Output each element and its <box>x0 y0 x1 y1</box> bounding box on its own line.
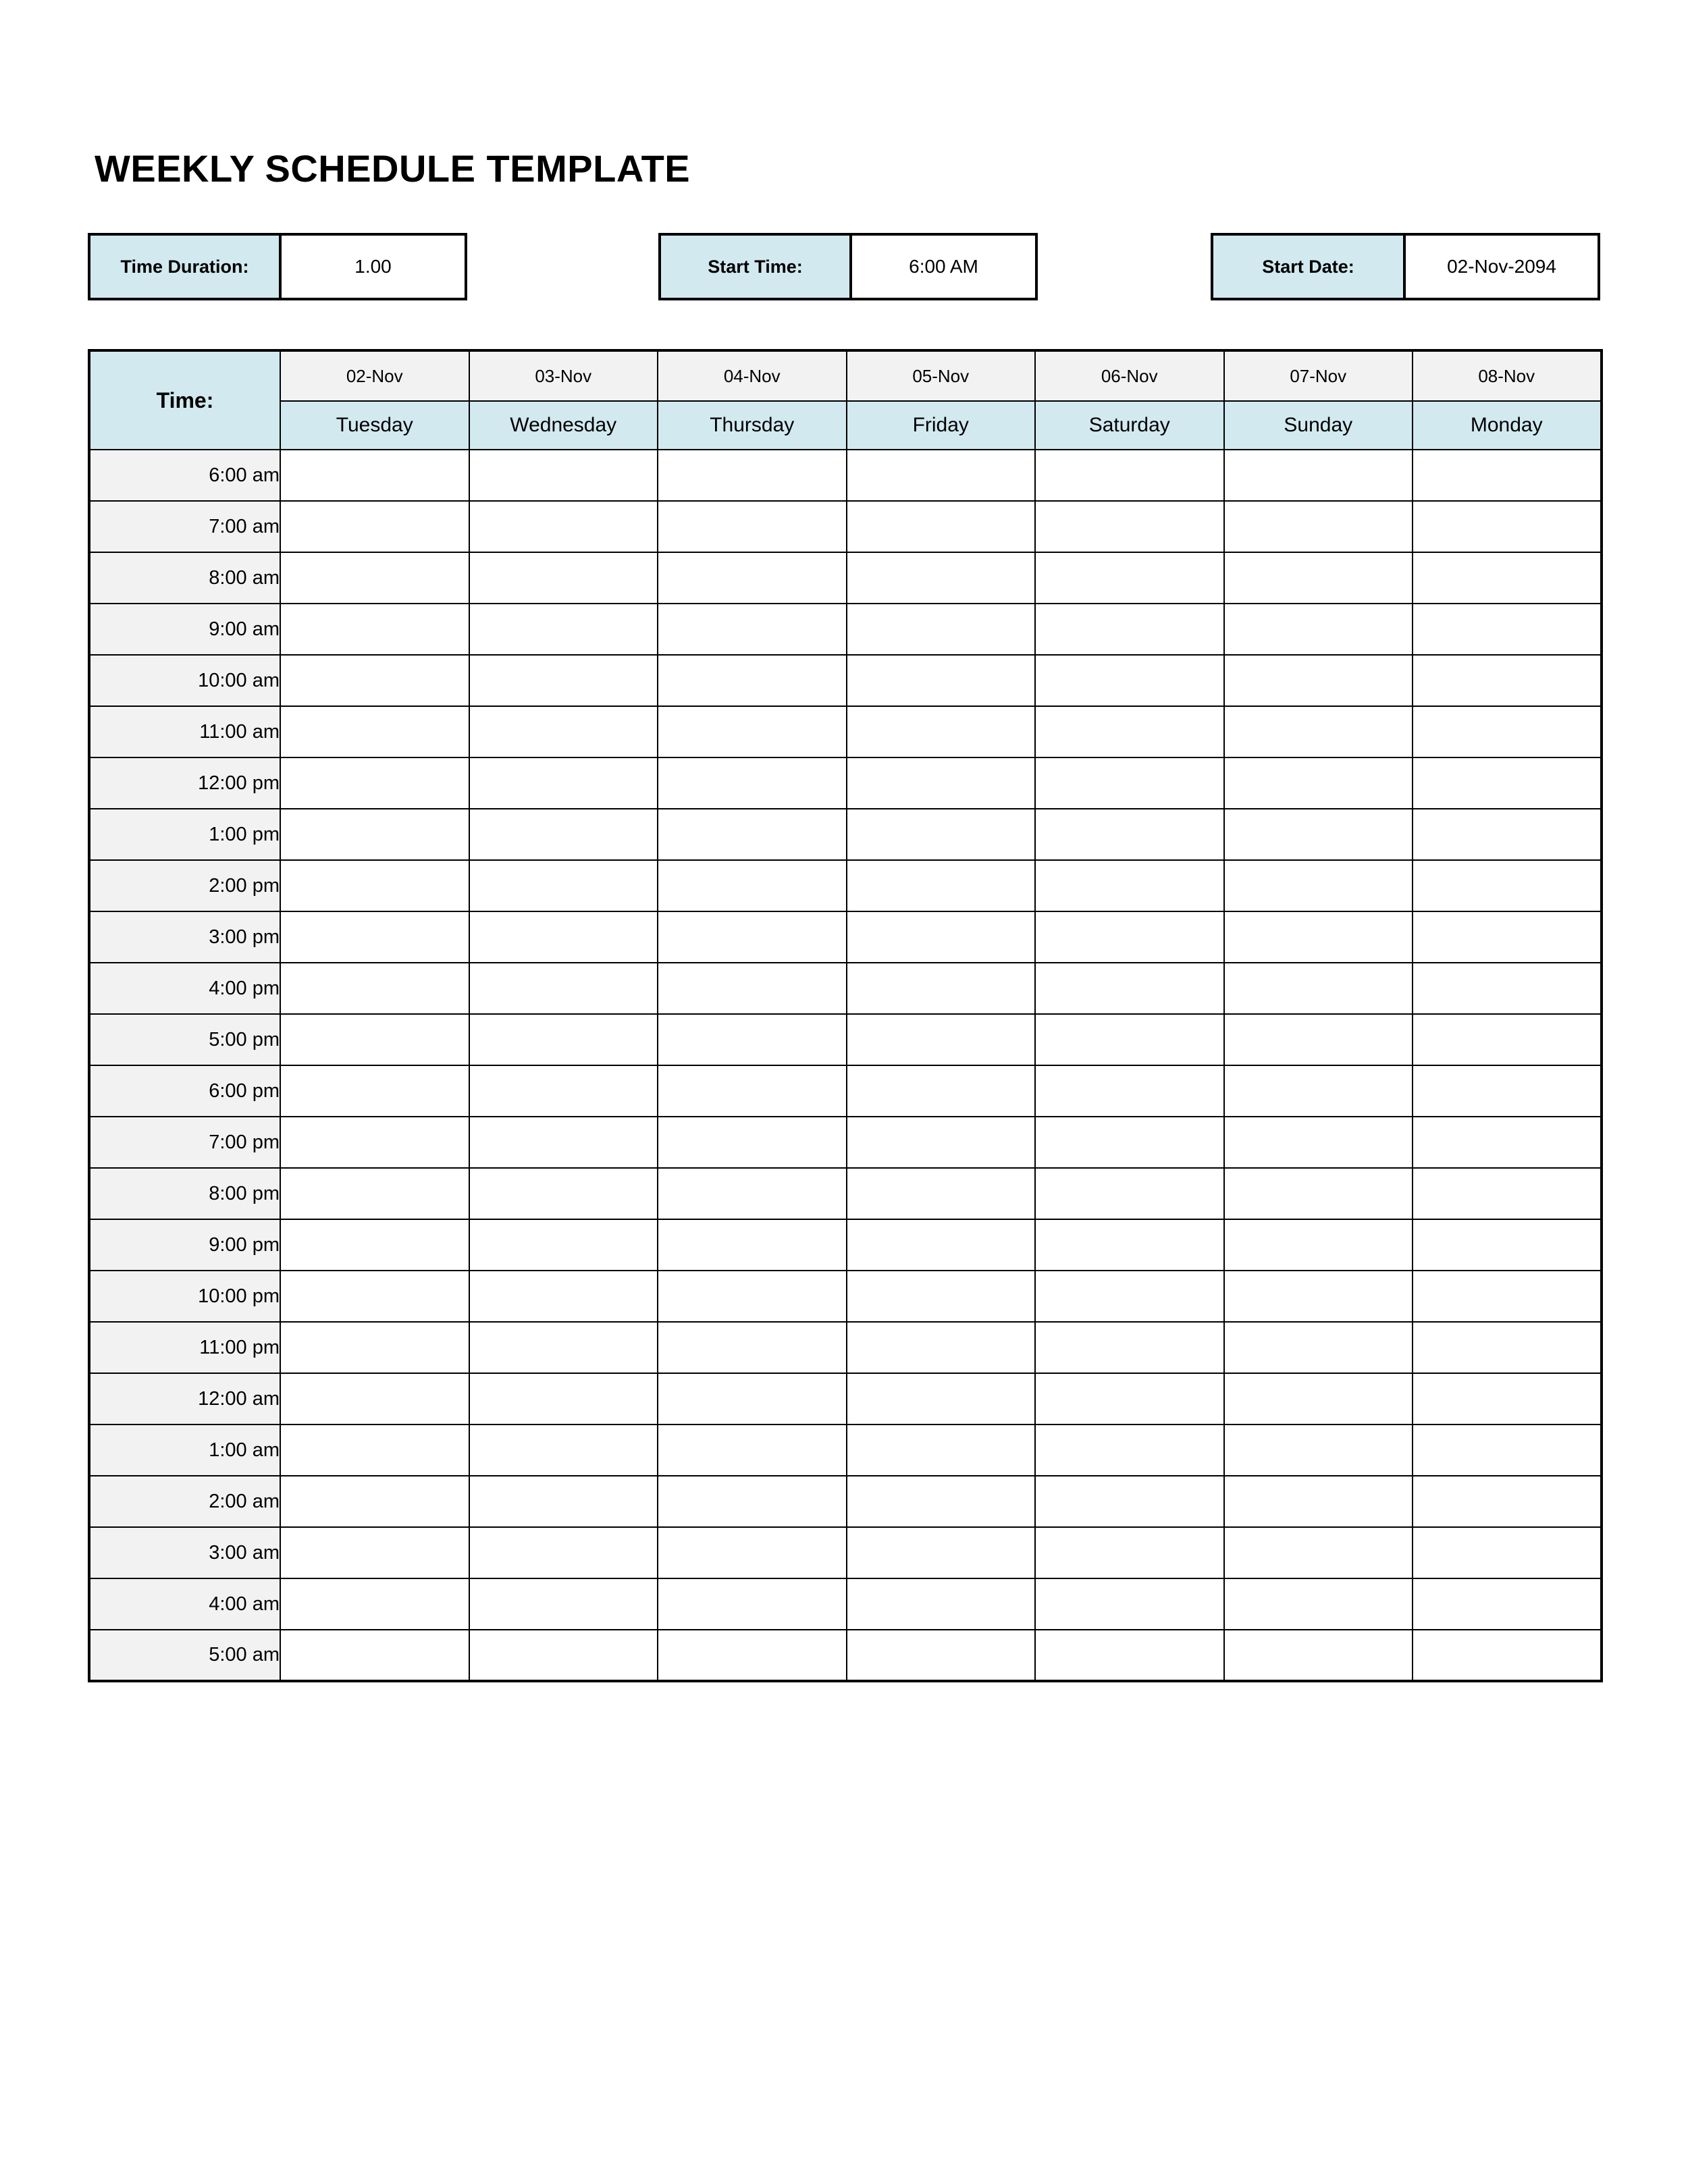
schedule-slot[interactable] <box>1224 1476 1413 1527</box>
schedule-slot[interactable] <box>469 1578 658 1630</box>
schedule-slot[interactable] <box>469 552 658 604</box>
schedule-slot[interactable] <box>658 501 847 552</box>
schedule-slot[interactable] <box>1224 963 1413 1014</box>
schedule-slot[interactable] <box>1224 604 1413 655</box>
time-label-4: 9:00 am <box>89 604 280 655</box>
schedule-table-head <box>89 350 1602 450</box>
time-label-1: 6:00 am <box>89 450 280 501</box>
schedule-slot[interactable] <box>1224 1424 1413 1476</box>
time-label-16: 9:00 pm <box>89 1219 280 1271</box>
schedule-slot[interactable] <box>658 911 847 963</box>
time-label-9: 2:00 pm <box>89 860 280 911</box>
schedule-slot[interactable] <box>1035 911 1224 963</box>
schedule-slot[interactable] <box>280 1527 469 1578</box>
table-row <box>89 1168 1602 1219</box>
table-row <box>89 604 1602 655</box>
time-label-24: 5:00 am <box>89 1630 280 1681</box>
time-duration-field <box>88 233 467 300</box>
schedule-slot[interactable] <box>1413 450 1602 501</box>
schedule-slot[interactable] <box>847 706 1036 757</box>
schedule-slot[interactable] <box>280 1476 469 1527</box>
schedule-slot[interactable] <box>1224 1322 1413 1373</box>
schedule-slot[interactable] <box>469 1065 658 1117</box>
date-header-3: 04-Nov <box>658 350 847 401</box>
time-label-6: 11:00 am <box>89 706 280 757</box>
schedule-slot[interactable] <box>658 1117 847 1168</box>
schedule-slot[interactable] <box>1413 1578 1602 1630</box>
schedule-slot[interactable] <box>658 706 847 757</box>
schedule-slot[interactable] <box>1413 552 1602 604</box>
table-row <box>89 1373 1602 1424</box>
table-row <box>89 1527 1602 1578</box>
table-row <box>89 1322 1602 1373</box>
schedule-slot[interactable] <box>1413 1373 1602 1424</box>
schedule-slot[interactable] <box>280 552 469 604</box>
date-header-2: 03-Nov <box>469 350 658 401</box>
schedule-slot[interactable] <box>658 604 847 655</box>
schedule-slot[interactable] <box>1035 1168 1224 1219</box>
time-label-12: 5:00 pm <box>89 1014 280 1065</box>
schedule-slot[interactable] <box>847 860 1036 911</box>
schedule-slot[interactable] <box>847 1065 1036 1117</box>
date-header-4: 05-Nov <box>847 350 1036 401</box>
schedule-slot[interactable] <box>1224 1065 1413 1117</box>
schedule-slot[interactable] <box>1035 1630 1224 1681</box>
schedule-slot[interactable] <box>469 1373 658 1424</box>
schedule-slot[interactable] <box>658 552 847 604</box>
schedule-slot[interactable] <box>658 1014 847 1065</box>
schedule-slot[interactable] <box>847 1373 1036 1424</box>
schedule-slot[interactable] <box>280 1578 469 1630</box>
schedule-slot[interactable] <box>469 1424 658 1476</box>
schedule-slot[interactable] <box>847 757 1036 809</box>
schedule-slot[interactable] <box>1035 1219 1224 1271</box>
schedule-slot[interactable] <box>1413 963 1602 1014</box>
table-row <box>89 450 1602 501</box>
day-header-5: Saturday <box>1035 401 1224 450</box>
schedule-slot[interactable] <box>847 1168 1036 1219</box>
schedule-slot[interactable] <box>847 552 1036 604</box>
schedule-slot[interactable] <box>847 450 1036 501</box>
date-header-5: 06-Nov <box>1035 350 1224 401</box>
schedule-slot[interactable] <box>658 1630 847 1681</box>
schedule-slot[interactable] <box>469 1476 658 1527</box>
time-label-23: 4:00 am <box>89 1578 280 1630</box>
schedule-slot[interactable] <box>469 860 658 911</box>
schedule-slot[interactable] <box>1035 1424 1224 1476</box>
schedule-slot[interactable] <box>280 1373 469 1424</box>
schedule-slot[interactable] <box>1035 1271 1224 1322</box>
schedule-slot[interactable] <box>280 1014 469 1065</box>
schedule-slot[interactable] <box>1413 501 1602 552</box>
schedule-slot[interactable] <box>1224 655 1413 706</box>
schedule-slot[interactable] <box>1224 450 1413 501</box>
table-row <box>89 655 1602 706</box>
schedule-slot[interactable] <box>280 1117 469 1168</box>
start-date-field <box>1211 233 1600 300</box>
schedule-slot[interactable] <box>1035 552 1224 604</box>
time-label-20: 1:00 am <box>89 1424 280 1476</box>
schedule-slot[interactable] <box>1413 809 1602 860</box>
schedule-slot[interactable] <box>469 963 658 1014</box>
time-column-header: Time: <box>89 350 280 450</box>
schedule-slot[interactable] <box>658 757 847 809</box>
schedule-slot[interactable] <box>469 1168 658 1219</box>
time-duration-value[interactable]: 1.00 <box>282 236 465 298</box>
schedule-slot[interactable] <box>1413 1322 1602 1373</box>
schedule-slot[interactable] <box>1224 1219 1413 1271</box>
schedule-slot[interactable] <box>280 1424 469 1476</box>
schedule-slot[interactable] <box>469 1322 658 1373</box>
schedule-slot[interactable] <box>658 1578 847 1630</box>
time-duration-label: Time Duration: <box>90 236 282 298</box>
schedule-slot[interactable] <box>1035 1578 1224 1630</box>
schedule-slot[interactable] <box>1035 1322 1224 1373</box>
schedule-slot[interactable] <box>1413 1219 1602 1271</box>
day-header-6: Sunday <box>1224 401 1413 450</box>
table-row <box>89 1014 1602 1065</box>
schedule-slot[interactable] <box>469 1527 658 1578</box>
date-header-7: 08-Nov <box>1413 350 1602 401</box>
table-row <box>89 552 1602 604</box>
schedule-slot[interactable] <box>280 655 469 706</box>
table-row <box>89 1065 1602 1117</box>
schedule-slot[interactable] <box>658 655 847 706</box>
schedule-slot[interactable] <box>1224 1578 1413 1630</box>
table-row <box>89 1424 1602 1476</box>
schedule-slot[interactable] <box>658 809 847 860</box>
schedule-slot[interactable] <box>847 1527 1036 1578</box>
schedule-slot[interactable] <box>1224 1117 1413 1168</box>
table-row <box>89 809 1602 860</box>
time-label-17: 10:00 pm <box>89 1271 280 1322</box>
schedule-slot[interactable] <box>469 1219 658 1271</box>
schedule-slot[interactable] <box>1224 552 1413 604</box>
time-label-2: 7:00 am <box>89 501 280 552</box>
time-label-21: 2:00 am <box>89 1476 280 1527</box>
schedule-slot[interactable] <box>280 1630 469 1681</box>
table-row <box>89 860 1602 911</box>
schedule-slot[interactable] <box>1413 1271 1602 1322</box>
day-header-1: Tuesday <box>280 401 469 450</box>
schedule-slot[interactable] <box>280 1219 469 1271</box>
time-label-22: 3:00 am <box>89 1527 280 1578</box>
time-label-3: 8:00 am <box>89 552 280 604</box>
schedule-slot[interactable] <box>1035 860 1224 911</box>
schedule-slot[interactable] <box>280 809 469 860</box>
schedule-slot[interactable] <box>658 1527 847 1578</box>
schedule-slot[interactable] <box>1224 1527 1413 1578</box>
schedule-slot[interactable] <box>280 450 469 501</box>
schedule-slot[interactable] <box>658 1373 847 1424</box>
table-row <box>89 911 1602 963</box>
schedule-table <box>88 349 1603 1682</box>
schedule-slot[interactable] <box>1224 1271 1413 1322</box>
schedule-slot[interactable] <box>1224 911 1413 963</box>
schedule-slot[interactable] <box>658 860 847 911</box>
schedule-slot[interactable] <box>469 1630 658 1681</box>
start-time-label: Start Time: <box>661 236 852 298</box>
table-row <box>89 1578 1602 1630</box>
schedule-slot[interactable] <box>280 963 469 1014</box>
schedule-slot[interactable] <box>469 706 658 757</box>
schedule-slot[interactable] <box>1035 450 1224 501</box>
schedule-slot[interactable] <box>1035 501 1224 552</box>
schedule-slot[interactable] <box>658 1065 847 1117</box>
table-row <box>89 1219 1602 1271</box>
schedule-slot[interactable] <box>658 963 847 1014</box>
schedule-slot[interactable] <box>469 809 658 860</box>
day-header-7: Monday <box>1413 401 1602 450</box>
schedule-slot[interactable] <box>1224 1373 1413 1424</box>
time-label-14: 7:00 pm <box>89 1117 280 1168</box>
schedule-slot[interactable] <box>1224 501 1413 552</box>
table-row <box>89 501 1602 552</box>
schedule-slot[interactable] <box>1413 757 1602 809</box>
schedule-slot[interactable] <box>1035 655 1224 706</box>
schedule-slot[interactable] <box>847 1630 1036 1681</box>
schedule-slot[interactable] <box>280 1322 469 1373</box>
schedule-slot[interactable] <box>280 757 469 809</box>
schedule-slot[interactable] <box>280 706 469 757</box>
table-row <box>89 1630 1602 1681</box>
date-header-6: 07-Nov <box>1224 350 1413 401</box>
table-row <box>89 757 1602 809</box>
schedule-slot[interactable] <box>847 655 1036 706</box>
time-label-15: 8:00 pm <box>89 1168 280 1219</box>
schedule-slot[interactable] <box>1224 706 1413 757</box>
schedule-slot[interactable] <box>1035 1373 1224 1424</box>
schedule-slot[interactable] <box>847 1424 1036 1476</box>
schedule-slot[interactable] <box>280 911 469 963</box>
schedule-slot[interactable] <box>1224 860 1413 911</box>
schedule-slot[interactable] <box>280 860 469 911</box>
time-label-7: 12:00 pm <box>89 757 280 809</box>
schedule-slot[interactable] <box>847 1322 1036 1373</box>
time-label-10: 3:00 pm <box>89 911 280 963</box>
schedule-slot[interactable] <box>658 450 847 501</box>
time-label-8: 1:00 pm <box>89 809 280 860</box>
schedule-slot[interactable] <box>1413 1630 1602 1681</box>
schedule-slot[interactable] <box>469 1014 658 1065</box>
schedule-slot[interactable] <box>280 604 469 655</box>
start-time-value[interactable]: 6:00 AM <box>852 236 1035 298</box>
time-label-13: 6:00 pm <box>89 1065 280 1117</box>
date-header-1: 02-Nov <box>280 350 469 401</box>
schedule-slot[interactable] <box>1035 1014 1224 1065</box>
schedule-slot[interactable] <box>1224 757 1413 809</box>
day-header-4: Friday <box>847 401 1036 450</box>
settings-row <box>88 233 1600 300</box>
schedule-slot[interactable] <box>1035 1117 1224 1168</box>
table-row <box>89 706 1602 757</box>
schedule-slot[interactable] <box>1035 604 1224 655</box>
schedule-slot[interactable] <box>1413 911 1602 963</box>
schedule-slot[interactable] <box>1413 860 1602 911</box>
schedule-slot[interactable] <box>1224 1014 1413 1065</box>
schedule-slot[interactable] <box>1413 655 1602 706</box>
schedule-slot[interactable] <box>280 501 469 552</box>
schedule-slot[interactable] <box>1413 1014 1602 1065</box>
schedule-slot[interactable] <box>658 1271 847 1322</box>
schedule-slot[interactable] <box>847 501 1036 552</box>
time-label-5: 10:00 am <box>89 655 280 706</box>
schedule-slot[interactable] <box>1413 1065 1602 1117</box>
schedule-slot[interactable] <box>469 450 658 501</box>
schedule-slot[interactable] <box>1413 1168 1602 1219</box>
schedule-slot[interactable] <box>1413 604 1602 655</box>
start-date-value[interactable]: 02-Nov-2094 <box>1406 236 1598 298</box>
schedule-slot[interactable] <box>280 1271 469 1322</box>
table-row <box>89 963 1602 1014</box>
schedule-slot[interactable] <box>1035 706 1224 757</box>
schedule-slot[interactable] <box>658 1168 847 1219</box>
schedule-slot[interactable] <box>847 963 1036 1014</box>
schedule-slot[interactable] <box>1413 1117 1602 1168</box>
schedule-slot[interactable] <box>469 604 658 655</box>
start-time-field <box>658 233 1038 300</box>
schedule-slot[interactable] <box>469 757 658 809</box>
schedule-slot[interactable] <box>847 1117 1036 1168</box>
day-header-row <box>89 401 1602 450</box>
day-header-2: Wednesday <box>469 401 658 450</box>
schedule-slot[interactable] <box>1035 757 1224 809</box>
schedule-slot[interactable] <box>469 911 658 963</box>
schedule-slot[interactable] <box>469 1117 658 1168</box>
schedule-slot[interactable] <box>1413 706 1602 757</box>
schedule-slot[interactable] <box>1035 1065 1224 1117</box>
schedule-slot[interactable] <box>847 1578 1036 1630</box>
schedule-slot[interactable] <box>1035 809 1224 860</box>
time-label-19: 12:00 am <box>89 1373 280 1424</box>
schedule-table-body <box>89 450 1602 1681</box>
schedule-slot[interactable] <box>1035 1527 1224 1578</box>
schedule-slot[interactable] <box>658 1219 847 1271</box>
schedule-table-wrap <box>88 349 1600 1682</box>
date-header-row <box>89 350 1602 401</box>
schedule-slot[interactable] <box>847 1271 1036 1322</box>
schedule-slot[interactable] <box>280 1065 469 1117</box>
schedule-slot[interactable] <box>1224 1168 1413 1219</box>
schedule-slot[interactable] <box>847 604 1036 655</box>
schedule-slot[interactable] <box>847 1476 1036 1527</box>
schedule-slot[interactable] <box>1035 1476 1224 1527</box>
schedule-slot[interactable] <box>847 911 1036 963</box>
schedule-slot[interactable] <box>1413 1424 1602 1476</box>
schedule-slot[interactable] <box>469 501 658 552</box>
time-label-11: 4:00 pm <box>89 963 280 1014</box>
schedule-slot[interactable] <box>658 1322 847 1373</box>
schedule-slot[interactable] <box>847 1014 1036 1065</box>
schedule-slot[interactable] <box>658 1476 847 1527</box>
day-header-3: Thursday <box>658 401 847 450</box>
schedule-slot[interactable] <box>1035 963 1224 1014</box>
schedule-slot[interactable] <box>658 1424 847 1476</box>
table-row <box>89 1476 1602 1527</box>
schedule-slot[interactable] <box>1224 1630 1413 1681</box>
schedule-slot[interactable] <box>1224 809 1413 860</box>
schedule-slot[interactable] <box>1413 1476 1602 1527</box>
start-date-label: Start Date: <box>1213 236 1406 298</box>
table-row <box>89 1117 1602 1168</box>
schedule-slot[interactable] <box>1413 1527 1602 1578</box>
schedule-slot[interactable] <box>280 1168 469 1219</box>
page-title: WEEKLY SCHEDULE TEMPLATE <box>95 147 691 190</box>
schedule-slot[interactable] <box>469 1271 658 1322</box>
time-label-18: 11:00 pm <box>89 1322 280 1373</box>
table-row <box>89 1271 1602 1322</box>
schedule-slot[interactable] <box>469 655 658 706</box>
schedule-slot[interactable] <box>847 1219 1036 1271</box>
schedule-slot[interactable] <box>847 809 1036 860</box>
